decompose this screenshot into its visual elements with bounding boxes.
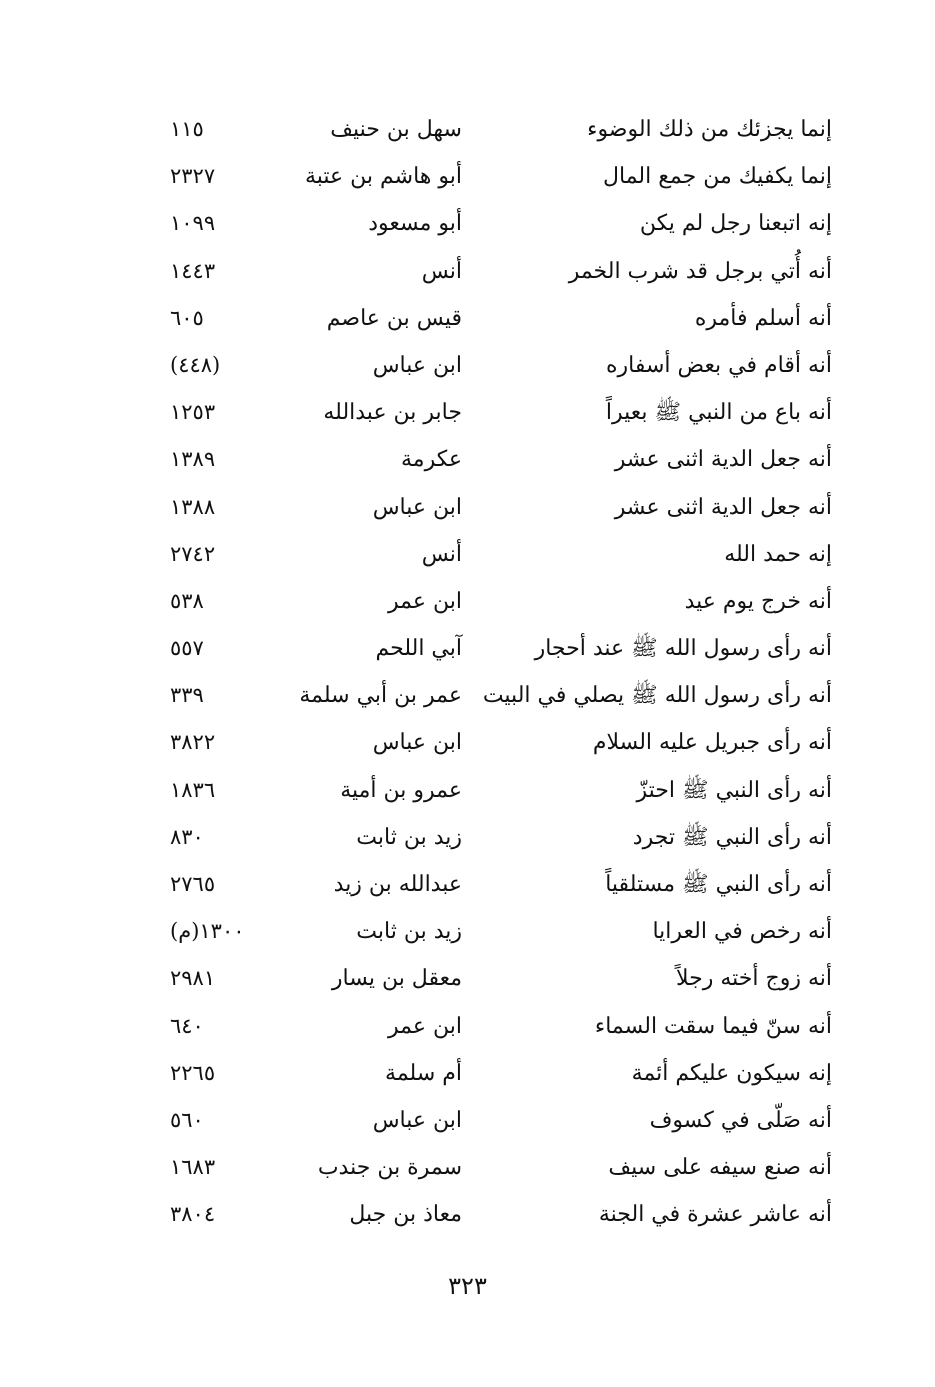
hadith-text: أنه صَلّى في كسوف: [649, 1107, 832, 1133]
table-row: [150, 814, 840, 861]
hadith-text: أنه رأى النبي ﷺ احتزّ: [636, 777, 832, 803]
hadith-text: أنه رأى النبي ﷺ مستلقياً: [605, 872, 832, 897]
narrator-name: أنس: [421, 258, 462, 284]
table-row: [150, 153, 840, 200]
table-row: [150, 625, 840, 672]
table-row: [150, 531, 840, 578]
table-row: [150, 342, 840, 389]
hadith-text: أنه أُتي برجل قد شرب الخمر: [568, 258, 832, 284]
hadith-number: ٢٧٤٢: [170, 541, 216, 566]
narrator-name: آبي اللحم: [375, 636, 462, 662]
hadith-number: ١٣٨٩: [170, 447, 216, 472]
hadith-number: ٢٢٦٥: [170, 1060, 216, 1085]
narrator-name: سهل بن حنيف: [330, 117, 462, 142]
table-row: [150, 1191, 840, 1238]
narrator-name: قيس بن عاصم: [326, 305, 462, 331]
narrator-name: أبو مسعود: [368, 211, 462, 237]
page-number: ٣٢٣: [448, 1272, 487, 1300]
hadith-text: أنه جعل الدية اثنى عشر: [614, 494, 832, 520]
table-row: [150, 1050, 840, 1097]
table-row: [150, 1003, 840, 1050]
narrator-name: ابن عباس: [372, 730, 462, 756]
table-row: [150, 436, 840, 483]
hadith-number: ١٢٥٣: [170, 400, 216, 425]
table-row: [150, 719, 840, 766]
hadith-text: إنه حمد الله: [724, 541, 832, 567]
hadith-text: أنه رخص في العرايا: [652, 919, 832, 945]
hadith-number: ١١٥: [170, 117, 204, 141]
hadith-text: أنه خرج يوم عيد: [684, 588, 832, 614]
hadith-text: أنه رأى جبريل عليه السلام: [592, 730, 832, 756]
narrator-name: عمر بن أبي سلمة: [299, 683, 462, 709]
narrator-name: زيد بن ثابت: [356, 919, 462, 945]
hadith-number: ٢٩٨١: [170, 966, 216, 991]
narrator-name: عكرمة: [401, 447, 462, 473]
narrator-name: ابن عمر: [388, 1013, 462, 1039]
table-row: [150, 1144, 840, 1191]
hadith-number: ٢٣٢٧: [170, 164, 216, 189]
hadith-text: أنه عاشر عشرة في الجنة: [598, 1202, 832, 1228]
hadith-text: أنه رأى رسول الله ﷺ عند أحجار: [534, 636, 832, 662]
hadith-text: أنه جعل الدية اثنى عشر: [614, 447, 832, 473]
table-row: [150, 248, 840, 295]
hadith-number: ٦٠٥: [170, 305, 204, 330]
table-row: [150, 200, 840, 247]
table-row: [150, 672, 840, 719]
hadith-text: أنه أسلم فأمره: [694, 305, 832, 331]
table-row: [150, 578, 840, 625]
narrator-name: ابن عمر: [388, 588, 462, 614]
hadith-text: أنه صنع سيفه على سيف: [608, 1155, 832, 1181]
hadith-number: (٤٤٨): [170, 352, 221, 377]
hadith-number: ١٤٤٣: [170, 258, 216, 283]
table-row: [150, 861, 840, 908]
hadith-text: أنه رأى رسول الله ﷺ يصلي في البيت: [482, 683, 832, 709]
narrator-name: أنس: [421, 541, 462, 567]
hadith-text: أنه أقام في بعض أسفاره: [605, 352, 832, 378]
hadith-number: ١٠٩٩: [170, 211, 216, 236]
table-row: [150, 767, 840, 814]
narrator-name: معاذ بن جبل: [349, 1202, 462, 1228]
narrator-name: أم سلمة: [385, 1060, 462, 1086]
hadith-number: ٣٣٩: [170, 683, 204, 708]
narrator-name: جابر بن عبدالله: [323, 400, 462, 426]
hadith-text: أنه رأى النبي ﷺ تجرد: [632, 824, 832, 850]
narrator-name: ابن عباس: [372, 1107, 462, 1133]
hadith-text: إنه اتبعنا رجل لم يكن: [639, 211, 832, 237]
hadith-number: ١٣٠٠(م): [170, 919, 245, 944]
hadith-text: أنه سنّ فيما سقت السماء: [594, 1013, 832, 1039]
hadith-number: ٣٨٠٤: [170, 1202, 216, 1227]
hadith-number: ٥٦٠: [170, 1107, 204, 1132]
table-row: [150, 955, 840, 1002]
narrator-name: زيد بن ثابت: [356, 824, 462, 850]
table-row: [150, 484, 840, 531]
table-row: [150, 295, 840, 342]
table-row: [150, 908, 840, 955]
hadith-text: أنه باع من النبي ﷺ بعيراً: [605, 400, 832, 426]
table-row: [150, 1097, 840, 1144]
hadith-number: ٥٥٧: [170, 636, 204, 661]
hadith-number: ٨٣٠: [170, 824, 204, 849]
hadith-text: إنما يجزئك من ذلك الوضوء: [587, 117, 832, 142]
narrator-name: ابن عباس: [372, 352, 462, 378]
hadith-text: إنه سيكون عليكم أئمة: [631, 1060, 832, 1086]
hadith-text: أنه زوج أخته رجلاً: [676, 966, 832, 992]
narrator-name: ابن عباس: [372, 494, 462, 520]
hadith-number: ٢٧٦٥: [170, 872, 216, 896]
narrator-name: سمرة بن جندب: [317, 1155, 462, 1181]
narrator-name: معقل بن يسار: [331, 966, 462, 992]
narrator-name: أبو هاشم بن عتبة: [304, 164, 462, 190]
hadith-number: ٦٤٠: [170, 1013, 204, 1038]
hadith-number: ٣٨٢٢: [170, 730, 216, 755]
hadith-text: إنما يكفيك من جمع المال: [603, 164, 832, 190]
hadith-number: ١٨٣٦: [170, 777, 216, 802]
hadith-number: ١٦٨٣: [170, 1155, 216, 1180]
hadith-number: ١٣٨٨: [170, 494, 216, 519]
narrator-name: عمرو بن أمية: [340, 777, 462, 803]
hadith-number: ٥٣٨: [170, 588, 204, 613]
table-row: [150, 106, 840, 153]
narrator-name: عبدالله بن زيد: [333, 872, 462, 897]
hadith-index-table: [150, 106, 840, 1239]
table-row: [150, 389, 840, 436]
